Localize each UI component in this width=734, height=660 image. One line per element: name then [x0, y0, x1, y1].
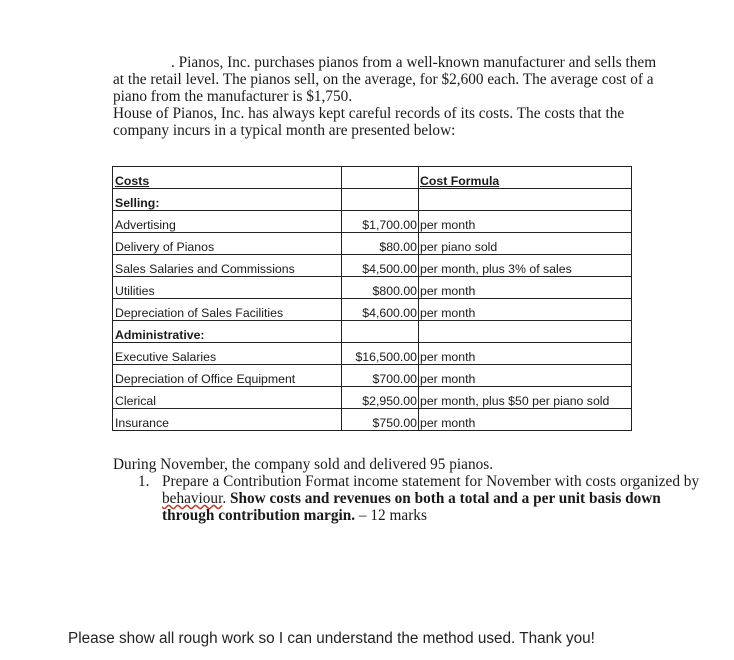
cost-amount: $80.00: [342, 233, 419, 255]
cost-formula: per piano sold: [419, 233, 632, 255]
table-row: [113, 409, 632, 431]
table-row: [113, 211, 632, 233]
question-section: [113, 456, 713, 524]
header-costs: Costs: [113, 167, 342, 189]
header-cost-formula: Cost Formula: [419, 167, 632, 189]
table-row: [113, 255, 632, 277]
cost-amount: $16,500.00: [342, 343, 419, 365]
section-administrative: Administrative:: [113, 321, 342, 343]
section-selling: Selling:: [113, 189, 342, 211]
cost-formula: per month: [419, 409, 632, 431]
table-row: [113, 299, 632, 321]
intro-line-3: piano from the manufacturer is $1,750.: [113, 88, 353, 105]
intro-line-2: at the retail level. The pianos sell, on the average, for $2,600 each. The average cost of a: [113, 71, 654, 88]
cost-formula: per month, plus $50 per piano sold: [419, 387, 632, 409]
cost-amount: $700.00: [342, 365, 419, 387]
table-row: [113, 387, 632, 409]
cost-amount: $800.00: [342, 277, 419, 299]
cost-formula: per month: [419, 365, 632, 387]
cost-formula: per month, plus 3% of sales: [419, 255, 632, 277]
problem-intro: [113, 54, 713, 139]
table-row: [113, 277, 632, 299]
spellcheck-word: behaviour: [162, 490, 223, 507]
cost-label: Executive Salaries: [113, 343, 342, 365]
table-row: [113, 233, 632, 255]
table-header-row: [113, 167, 632, 189]
cost-label: Insurance: [113, 409, 342, 431]
table-row: [113, 343, 632, 365]
cost-label: Depreciation of Office Equipment: [113, 365, 342, 387]
intro-line-4: House of Pianos, Inc. has always kept careful records of its costs. The costs that the: [113, 105, 625, 122]
intro-line-1: . Pianos, Inc. purchases pianos from a well-known manufacturer and sells them: [171, 54, 657, 71]
section-row-selling: [113, 189, 632, 211]
cost-label: Sales Salaries and Commissions: [113, 255, 342, 277]
cost-amount: $4,600.00: [342, 299, 419, 321]
cost-formula: per month: [419, 343, 632, 365]
cost-table: [112, 166, 632, 431]
cost-label: Advertising: [113, 211, 342, 233]
cost-label: Clerical: [113, 387, 342, 409]
cost-formula: per month: [419, 299, 632, 321]
section-row-administrative: [113, 321, 632, 343]
item-text: Prepare a Contribution Format income statement for November with costs organized by behaviour. Show costs and revenues on both a total and a per unit basis down through contribution margin. – 12 marks: [162, 473, 700, 524]
question-lead: During November, the company sold and delivered 95 pianos.: [113, 456, 494, 473]
cost-label: Utilities: [113, 277, 342, 299]
student-note: Please show all rough work so I can understand the method used. Thank you!: [68, 630, 595, 647]
cost-amount: $750.00: [342, 409, 419, 431]
table-row: [113, 365, 632, 387]
cost-amount: $2,950.00: [342, 387, 419, 409]
item-number: 1.: [138, 473, 150, 490]
cost-formula: per month: [419, 211, 632, 233]
cost-label: Delivery of Pianos: [113, 233, 342, 255]
item-bold-instruction: Show costs and revenues on both a total and a per unit basis down through contribution margin.: [162, 490, 661, 524]
question-item-1: [138, 473, 713, 524]
cost-label: Depreciation of Sales Facilities: [113, 299, 342, 321]
intro-line-5: company incurs in a typical month are presented below:: [113, 122, 456, 139]
cost-formula: per month: [419, 277, 632, 299]
cost-amount: $4,500.00: [342, 255, 419, 277]
cost-amount: $1,700.00: [342, 211, 419, 233]
